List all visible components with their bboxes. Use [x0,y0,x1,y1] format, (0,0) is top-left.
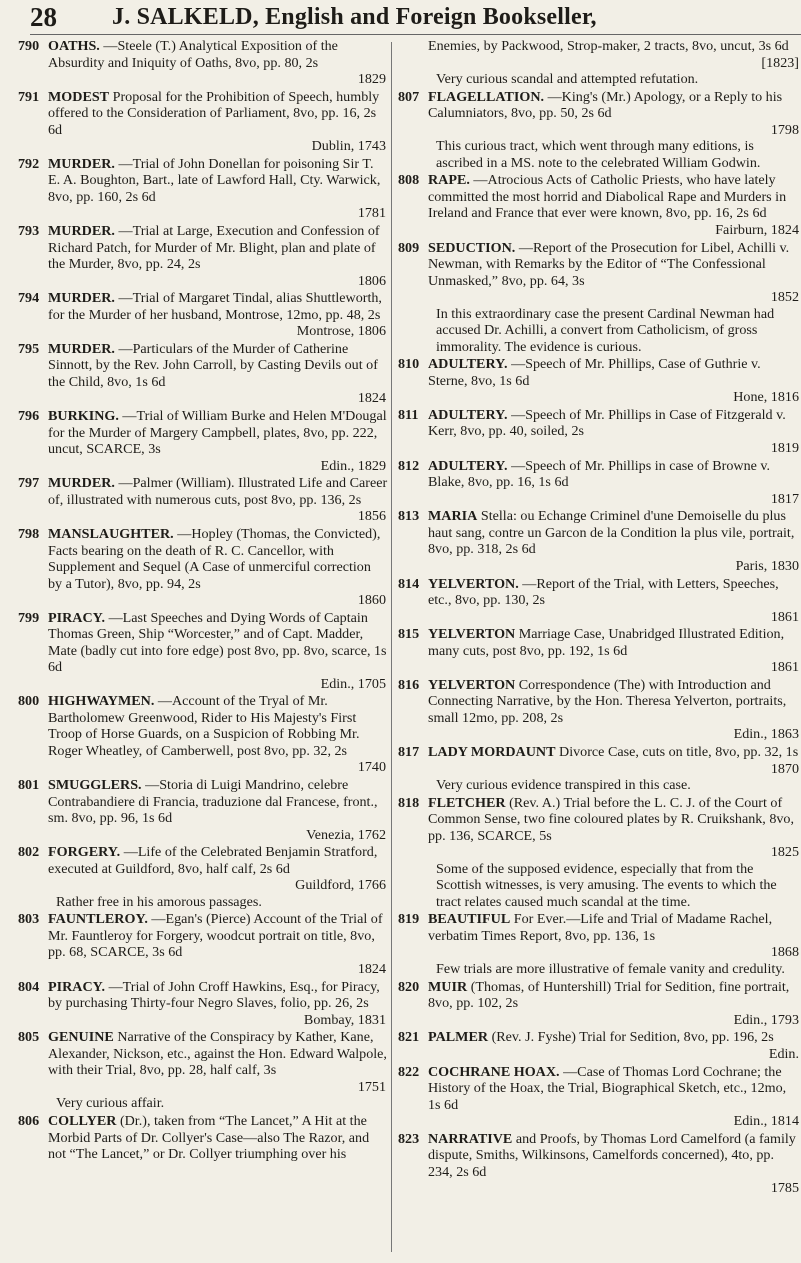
lot-number: 799 [18,609,40,626]
entry-note: Some of the supposed evidence, especially that from the Scottish witnesses, is very amusing. The events to which the tract relates caused much scandal at the time. [436,860,777,910]
entry-description: —Account of the Tryal of Mr. Bartholomew Greenwood, Rider to His Majesty's First Troop of Horse Guards, on a Suspicion of Robbing Mr. Roger Wheatley, of Camberwell, post 8vo, pp. 32, 2s [48,693,360,759]
entry-imprint: 1868 [770,944,799,961]
lot-number: 820 [398,978,420,995]
entry-imprint: 1798 [770,121,799,138]
lot-number: 806 [18,1113,40,1129]
entry-description: and Proofs, by Thomas Lord Camelford (a family dispute, Smiths, Wilkinsons, Camelfords concerned), 4to, pp. 234, 2s 6d [428,1130,796,1180]
catalogue-entry [16,89,388,155]
lot-number: 811 [398,406,419,423]
entry-imprint: 1751 [357,1078,386,1095]
page-number: 28 [30,2,57,32]
entry-imprint: Edin., 1793 [733,1011,799,1028]
entry-title: FORGERY. [48,844,121,861]
entry-description: —Trial of Margaret Tindal, alias Shuttleworth, for the Murder of her husband, Montrose, 12mo, pp. 48, 2s [48,290,382,323]
entry-description: —Palmer (William). Illustrated Life and Career of, illustrated with numerous cuts, post 8vo, pp. 136, 2s [48,475,388,508]
lot-number: 797 [18,475,40,492]
catalogue-entry [396,38,801,88]
entry-title: FLETCHER [428,794,506,811]
entry-title: MURDER. [48,290,115,307]
entry-imprint: 1856 [357,508,386,525]
entry-description: (Rev. J. Fyshe) Trial for Sedition, 8vo, pp. 196, 2s [491,1029,774,1046]
catalogue-entry [396,626,801,676]
lot-number: 801 [18,777,40,794]
catalogue-entry [16,610,388,693]
catalogue-entry [396,795,801,911]
lot-number: 808 [398,172,420,189]
lot-number: 816 [398,676,420,693]
entry-description: —Particulars of the Murder of Catherine Sinnott, by the Rev. John Carroll, by Casting Devils out of the Child, 8vo, 1s 6d [48,340,378,390]
lot-number: 807 [398,88,420,105]
catalogue-entry [16,844,388,910]
lot-number: 796 [18,408,40,425]
entry-imprint: 1852 [770,289,799,306]
catalogue-entry [396,1029,801,1062]
lot-number: 823 [398,1130,420,1147]
entry-title: NARRATIVE [428,1130,513,1147]
catalogue-entry [16,1029,388,1112]
entry-description: —Life of the Celebrated Benjamin Stratford, executed at Guildford, 8vo, half calf, 2s 6d [48,844,378,877]
entry-imprint: Dublin, 1743 [311,138,386,155]
catalogue-entry [396,458,801,508]
entry-imprint: Guildford, 1766 [295,877,386,894]
entry-imprint: 1781 [357,205,386,222]
catalogue-entry [396,744,801,794]
lot-number: 795 [18,340,40,357]
entry-description: —Egan's (Pierce) Account of the Trial of Mr. Fauntleroy for Forgery, woodcut portrait on title, 8vo, pp. 68, SCARCE, 3s 6d [48,911,383,961]
entry-title: BURKING. [48,408,119,425]
entry-title: ADULTERY. [428,356,508,373]
catalogue-entry [16,290,388,340]
entry-imprint: Fairburn, 1824 [715,221,799,238]
entry-description: —Trial of William Burke and Helen M'Dougal for the Murder of Margery Campbell, plates, 8vo, pp. 222, uncut, SCARCE, 3s [48,408,387,458]
entry-description: —Atrocious Acts of Catholic Priests, who have lately committed the most horrid and Diabolical Rape and Murders in Ireland and France that ever were known, 8vo, pp. 16, 2s 6d [428,172,787,222]
entry-description: —Steele (T.) Analytical Exposition of the Absurdity and Iniquity of Oaths, 8vo, pp. 80, 2s [48,38,338,71]
catalogue-entry [16,475,388,525]
entry-imprint: Bombay, 1831 [303,1011,386,1028]
entry-title: YELVERTON [428,626,516,643]
catalogue-entry [16,223,388,289]
catalogue-entry [16,693,388,776]
lot-number: 790 [18,38,40,54]
entry-title: RAPE. [428,172,470,189]
entry-imprint: Edin. [768,1045,799,1062]
lot-number: 813 [398,508,420,525]
entry-description: —Speech of Mr. Phillips in Case of Fitzgerald v. Kerr, 8vo, pp. 40, soiled, 2s [428,406,786,440]
entry-title: PIRACY. [48,609,106,626]
catalogue-entry [396,1131,801,1197]
entry-title: MURDER. [48,155,115,172]
entry-description: —Trial at Large, Execution and Confession of Richard Patch, for Murder of Mr. Blight, plan and plate of the Murder, 8vo, pp. 24, 2s [48,223,380,273]
catalogue-entry [396,1064,801,1130]
entry-description: Marriage Case, Unabridged Illustrated Edition, many cuts, post 8vo, pp. 192, 1s 6d [428,626,785,659]
catalogue-entry [396,508,801,574]
lot-number: 802 [18,844,40,861]
entry-imprint: Hone, 1816 [733,389,799,406]
catalogue-entry [396,677,801,743]
entry-note: This curious tract, which went through many editions, is ascribed in a MS. note to the celebrated William Godwin. [436,138,761,171]
entry-note: In this extraordinary case the present Cardinal Newman had accused Dr. Achilli, a convert from Catholicism, of gross immorality. The evidence is curious. [436,305,775,355]
entry-imprint: 1740 [357,759,386,776]
entry-description: (Thomas, of Huntershill) Trial for Sedition, fine portrait, 8vo, pp. 102, 2s [428,978,790,1012]
catalogue-entry [396,576,801,626]
catalogue-entry [396,979,801,1029]
entry-title: FLAGELLATION. [428,88,545,105]
entry-note: Very curious affair. [56,1095,165,1112]
entry-imprint: 1825 [770,844,799,861]
lot-number: 819 [398,911,420,928]
entry-imprint: 1870 [770,760,799,777]
catalogue-entry [16,526,388,609]
entry-title: ADULTERY. [428,406,508,423]
entry-title: OATHS. [48,38,100,54]
entry-note: Very curious scandal and attempted refutation. [436,71,699,87]
entry-imprint: 1861 [770,659,799,676]
entry-title: MURDER. [48,223,115,240]
lot-number: 809 [398,239,420,256]
entry-description: Proposal for the Prohibition of Speech, humbly offered to the Consideration of Parliament, 8vo, pp. 16, 2s 6d [48,88,380,138]
entry-description: Narrative of the Conspiracy by Kather, Kane, Alexander, Nickson, etc., against the Hon. Edward Walpole, with their Trial, 8vo, pp. 28, half calf, 3s [48,1029,387,1079]
entry-imprint: Montrose, 1806 [296,323,386,340]
entry-description: —Storia di Luigi Mandrino, celebre Contrabandiere di Francia, traduzione dal Francese, front., sm. 8vo, pp. 96, 1s 6d [48,777,378,827]
entry-description: —Report of the Trial, with Letters, Speeches, etc., 8vo, pp. 130, 2s [428,575,779,608]
catalogue-entry [396,911,801,977]
entry-imprint: 1806 [357,272,386,289]
entry-imprint: Edin., 1829 [320,457,386,474]
entry-title: YELVERTON [428,676,516,693]
catalogue-entry [16,408,388,474]
entry-title: COCHRANE HOAX. [428,1063,560,1080]
entry-imprint: Edin., 1814 [733,1113,799,1129]
entry-imprint: Venezia, 1762 [306,826,386,843]
entry-description: For Ever.—Life and Trial of Madame Rachel, verbatim Times Report, 8vo, pp. 136, 1s [428,911,773,944]
entry-title: SMUGGLERS. [48,777,142,794]
catalogue-entry [16,341,388,407]
entry-title: LADY MORDAUNT [428,744,556,761]
lot-number: 810 [398,356,420,373]
entry-description: —Speech of Mr. Phillips, Case of Guthrie v. Sterne, 8vo, 1s 6d [428,356,761,389]
entry-description: —Hopley (Thomas, the Convicted), Facts bearing on the death of R. C. Cancellor, with Supplement and Sequel (A Case of unmerciful correction by a Tutor), 8vo, pp. 94, 2s [48,526,381,592]
catalogue-entry [16,979,388,1029]
lot-number: 792 [18,155,40,172]
entry-description: —Last Speeches and Dying Words of Captain Thomas Green, Ship “Worcester,” and of Capt. Madder, Mate (badly cut into fore edge) post 8vo, pp. 8vo, scarce, 1s 6d [48,609,387,676]
lot-number: 798 [18,526,40,542]
entry-description: —Speech of Mr. Phillips in case of Browne v. Blake, 8vo, pp. 16, 1s 6d [428,457,771,491]
lot-number: 817 [398,744,420,761]
entry-imprint: Edin., 1705 [320,675,386,692]
entry-title: COLLYER [48,1113,117,1129]
entry-description: Correspondence (The) with Introduction and Connecting Narrative, by the Hon. Theresa Yelverton, portraits, small 12mo, pp. 208, 2s [428,676,787,726]
column-divider [391,42,392,1252]
entry-title: BEAUTIFUL [428,911,511,928]
entry-imprint: 1819 [770,439,799,456]
entry-description: (Dr.), taken from “The Lancet,” A Hit at the Morbid Parts of Dr. Collyer's Case—also The Razor, and not “The Lancet,” or Dr. Collyer triumphing over his [48,1113,370,1162]
entry-description: Enemies, by Packwood, Strop-maker, 2 tracts, 8vo, uncut, 3s 6d [428,38,789,54]
catalogue-entry [16,38,388,88]
lot-number: 815 [398,626,420,643]
entry-imprint: 1824 [357,390,386,407]
entry-note: Rather free in his amorous passages. [56,893,262,910]
catalogue-entry [16,1113,388,1163]
entry-imprint: 1829 [357,71,386,87]
lot-number: 821 [398,1029,420,1046]
lot-number: 791 [18,88,40,105]
lot-number: 822 [398,1063,420,1080]
lot-number: 818 [398,794,420,811]
catalogue-entry [16,911,388,977]
entry-imprint: 1817 [770,490,799,507]
entry-title: HIGHWAYMEN. [48,693,155,710]
lot-number: 804 [18,978,40,995]
left-column [16,38,388,1258]
entry-description: Divorce Case, cuts on title, 8vo, pp. 32, 1s [559,744,799,761]
entry-description: —King's (Mr.) Apology, or a Reply to his Calumniators, 8vo, pp. 50, 2s 6d [428,88,783,122]
entry-description: —Report of the Prosecution for Libel, Achilli v. Newman, with Remarks by the Editor of “The Confessional Unmasked,” 8vo, pp. 64, 3s [428,239,790,289]
lot-number: 814 [398,575,420,592]
lot-number: 800 [18,693,40,710]
entry-title: ADULTERY. [428,457,508,474]
entry-title: MURDER. [48,475,115,492]
entry-description: —Trial of John Donellan for poisoning Sir T. E. A. Boughton, Bart., late of Lawford Hall, Cty. Warwick, 8vo, pp. 160, 2s 6d [48,155,381,205]
catalogue-entry [396,172,801,238]
lot-number: 793 [18,223,40,240]
entry-title: MARIA [428,508,478,525]
entry-title: PIRACY. [48,978,106,995]
entry-title: YELVERTON. [428,575,519,592]
catalogue-entry [16,777,388,843]
entry-description: —Trial of John Croff Hawkins, Esq., for Piracy, by purchasing Thirty-four Negro Slaves, folio, pp. 26, 2s [48,978,380,1012]
entry-title: GENUINE [48,1029,114,1046]
entry-title: MODEST [48,88,110,105]
right-column [396,38,801,1258]
catalogue-entry [16,156,388,222]
entry-title: SEDUCTION. [428,239,516,256]
entry-title: PALMER [428,1029,489,1046]
catalogue-entry [396,356,801,406]
lot-number: 794 [18,290,40,307]
catalogue-entry [396,89,801,172]
lot-number: 805 [18,1029,40,1046]
entry-description: Stella: ou Echange Criminel d'une Demoiselle du plus haut sang, contre un Garcon de la Condition la plus vile, portrait, 8vo, pp. 318, 2s 6d [428,508,795,558]
entry-imprint: 1785 [770,1180,799,1197]
lot-number: 812 [398,457,420,474]
page-header [20,0,801,34]
lot-number: 803 [18,911,40,928]
entry-imprint: [1823] [761,54,799,71]
entry-imprint: 1824 [357,960,386,977]
entry-title: FAUNTLEROY. [48,911,148,928]
catalogue-entry [396,407,801,457]
entry-imprint: 1861 [770,608,799,625]
entry-description: —Case of Thomas Lord Cochrane; the History of the Hoax, the Trial, Biographical Sketch, etc., 12mo, 1s 6d [428,1063,787,1113]
entry-title: MANSLAUGHTER. [48,526,174,542]
entry-title: MURDER. [48,340,115,357]
catalogue-entry [396,240,801,356]
entry-note: Very curious evidence transpired in this case. [436,777,691,794]
entry-imprint: Edin., 1863 [733,726,799,743]
entry-imprint: Paris, 1830 [735,557,799,574]
running-head: J. SALKELD, English and Foreign Bookseller, [112,4,597,30]
header-rule [30,34,801,35]
entry-title: MUIR [428,978,468,995]
entry-description: (Rev. A.) Trial before the L. C. J. of the Court of Common Sense, two fine coloured plates by R. Cruikshank, 8vo, pp. 136, SCARCE, 5s [428,794,795,844]
entry-note: Few trials are more illustrative of female vanity and credulity. [436,960,785,977]
entry-imprint: 1860 [357,592,386,608]
